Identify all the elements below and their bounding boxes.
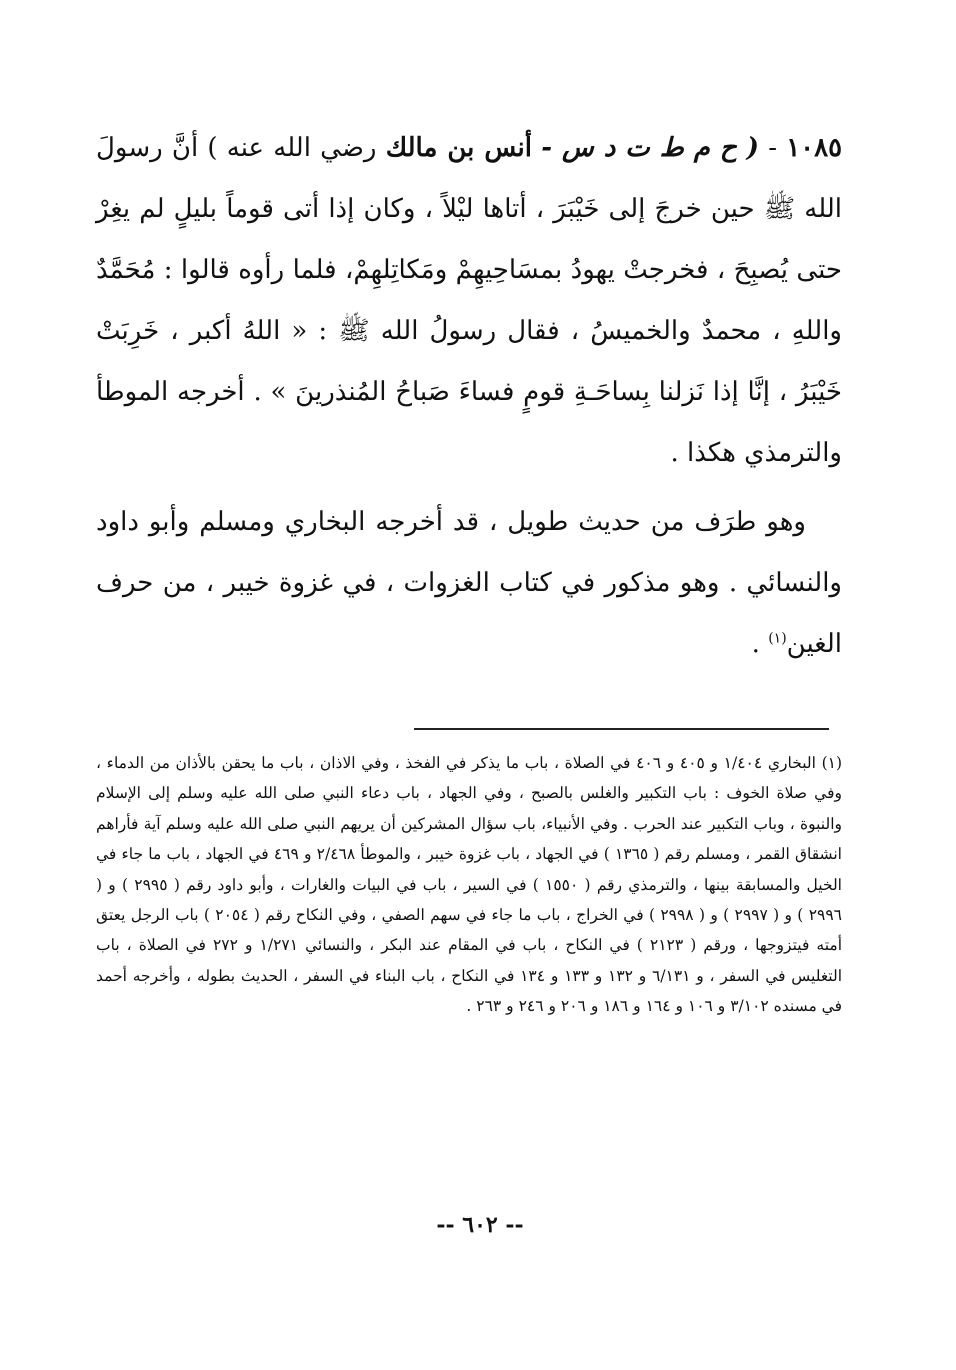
narrator-name: أنس بن مالك [385, 133, 532, 163]
hadith-dash: - [768, 133, 777, 163]
footnote-block [96, 748, 842, 1022]
source-codes: ( ح م ط ت د س - [541, 133, 759, 163]
hadith-paragraph [96, 118, 842, 484]
page-number: -- ٦٠٢ -- [436, 1212, 524, 1238]
footnote-paragraph [96, 748, 842, 1022]
footnote-text: البخاري ١/٤٠٤ و ٤٠٥ و ٤٠٦ في الصلاة ، باب ما يذكر في الفخذ ، وفي الاذان ، باب ما يحقن بالأذان من الدماء ، وفي صلاة الخوف : باب التكبير والغلس بالصبح ، وفي الجهاد ، باب دعاء النبي صلى الله عليه وسلم إلى الإسلام والنبوة ، وباب التكبير عند الحرب . وفي الأنبياء، باب سؤال المشركين أن يريهم النبي صلى الله عليه وسلم آية فأراهم انشقاق القمر ، ومسلم رقم ( ١٣٦٥ ) في الجهاد ، باب غزوة خيبر ، والموطأ ٢/٤٦٨ و ٤٦٩ في الجهاد ، باب ما جاء في الخيل والمسابقة بينها ، والترمذي رقم ( ١٥٥٠ ) في السير ، باب في البيات والغارات ، وأبو داود رقم ( ٢٩٩٥ ) و ( ٢٩٩٦ ) و ( ٢٩٩٧ ) و ( ٢٩٩٨ ) في الخراج ، باب ما جاء في سهم الصفي ، وفي النكاح رقم ( ٢٠٥٤ ) باب الرجل يعتق أمته فيتزوجها ، ورقم ( ٢١٢٣ ) في النكاح ، باب في المقام عند البكر ، والنسائي ١/٢٧١ و ٢٧٢ في الصلاة ، باب التغليس في السفر ، و ٦/١٣١ و ١٣٢ و ١٣٣ و ١٣٤ في النكاح ، باب البناء في السفر ، الحديث بطوله ، وأخرجه أحمد في مسنده ٣/١٠٢ و ١٠٦ و ١٦٤ و ١٨٦ و ٢٠٦ و ٢٤٦ و ٢٦٣ . [96, 754, 843, 1016]
footnote-marker: (١) [821, 754, 843, 772]
hadith-block [96, 118, 842, 675]
footnote-reference: (١) [768, 630, 787, 647]
hadith-text: رسولَ الله ﷺ حين خرجَ إلى خَيْبَرَ ، أتاها ليْلاً ، وكان إذا أتى قوماً بليلٍ لم يغِرْ حتى يُصبِحَ ، فخرجتْ يهودُ بمسَاحِيهِمْ ومَكاتِلهِمْ، فلما رأوه قالوا : مُحَمَّدٌ واللهِ ، محمدٌ والخميسُ ، فقال رسولُ الله ﷺ : « اللهُ أكبر ، خَرِبَتْ خَيْبَرُ ، إنَّا إذا نَزلنا بِساحَـةِ قومٍ فساءَ صَباحُ المُنذرينَ » . أخرجه الموطأ والترمذي هكذا . [96, 133, 842, 468]
commentary-text: وهو طرَف من حديث طويل ، قد أخرجه البخاري ومسلم وأبو داود والنسائي . وهو مذكور في كتاب الغزوات ، في غزوة خيبر ، من حرف الغين [96, 507, 842, 659]
footnote-divider [414, 728, 829, 730]
commentary-end: . [751, 629, 760, 659]
commentary-paragraph [96, 492, 842, 675]
hadith-number: ١٠٨٥ [786, 133, 843, 163]
hadith-opening: رضي الله عنه ) أنَّ [171, 133, 377, 163]
